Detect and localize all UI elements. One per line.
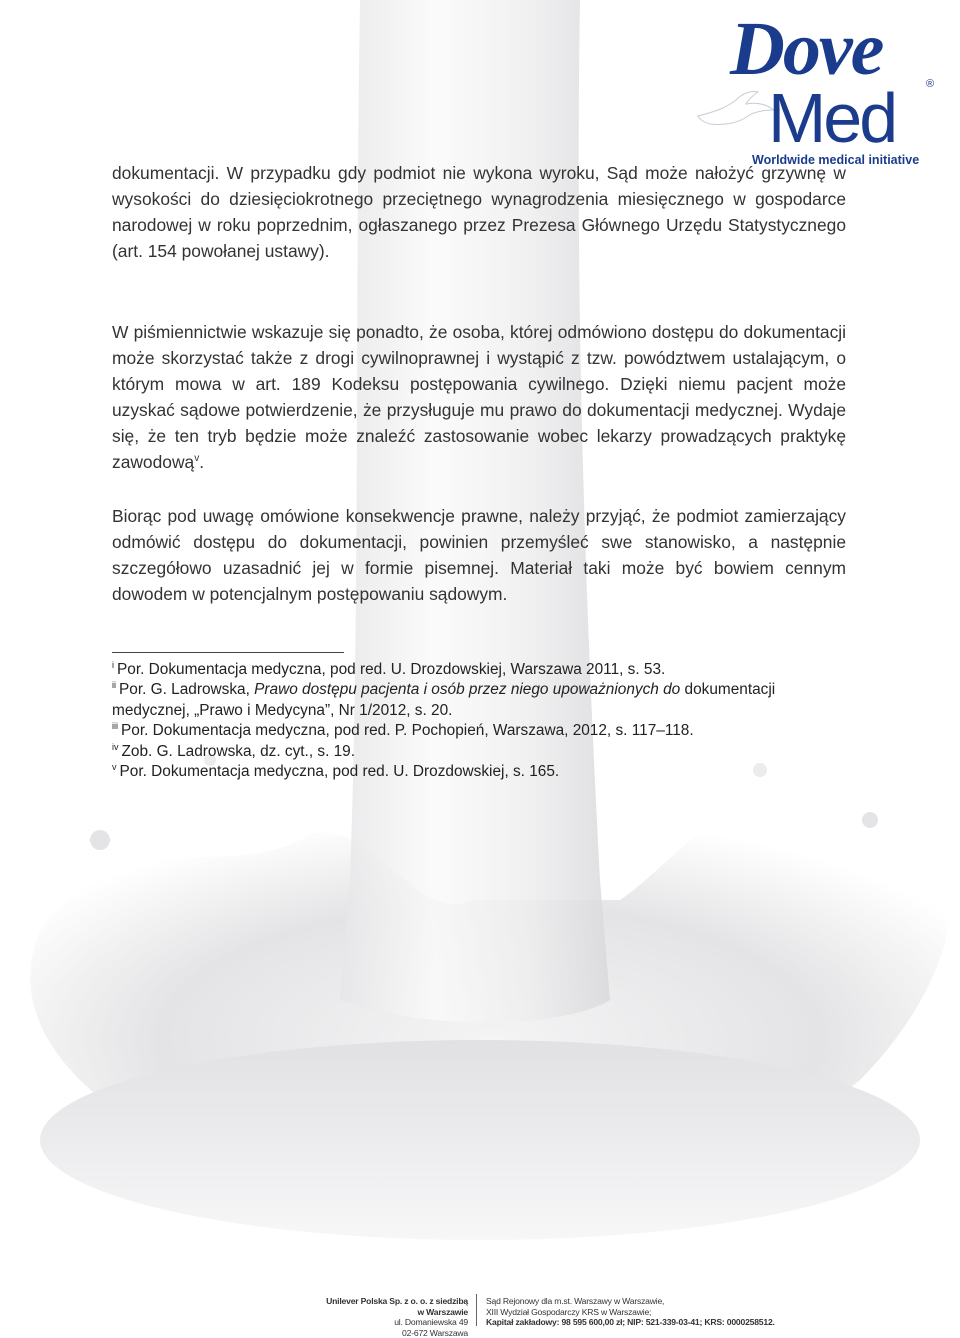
- logo-word-med: Med: [768, 78, 895, 158]
- logo-word-dove: Dove: [730, 4, 882, 94]
- paragraph-2-end: .: [199, 452, 204, 472]
- dovemed-logo: [690, 8, 952, 178]
- footnote-text: Por. Dokumentacja medyczna, pod red. U. Drozdowskiej, s. 165.: [120, 763, 560, 780]
- logo-tagline: Worldwide medical initiative: [752, 153, 919, 167]
- footnote-text: Zob. G. Ladrowska, dz. cyt., s. 19.: [122, 743, 356, 760]
- body-paragraph-2: [112, 319, 846, 475]
- footer-divider: [476, 1294, 477, 1326]
- footer-company-address: [318, 1296, 468, 1338]
- footnote-separator: [112, 652, 344, 653]
- paragraph-2-text: W piśmiennictwie wskazuje się ponadto, że osoba, której odmówiono dostępu do dokumentacji może skorzystać także z drogi cywilnoprawnej i wystąpić z tzw. powództwem ustalającym, o którym mowa w art. 189 Kodeksu postępowania cywilnego. Dzięki niemu pacjent może uzyskać sądowe potwierdzenie, że przysługuje mu prawo do dokumentacji medycznej. Wydaje się, że ten tryb będzie może znaleźć zastosowanie wobec lekarzy prowadzących praktykę zawodową: [112, 322, 846, 472]
- body-paragraph-1: dokumentacji. W przypadku gdy podmiot nie wykona wyroku, Sąd może nałożyć grzywnę w wysokości do dziesięciokrotnego przeciętnego wynagrodzenia miesięcznego w gospodarce narodowej w roku poprzednim, ogłaszanego przez Prezesa Głównego Urzędu Statystycznego (art. 154 powołanej ustawy).: [112, 160, 846, 264]
- footer-company-name: Unilever Polska Sp. z o. o. z siedzibą w Warszawie: [318, 1296, 468, 1317]
- footnote-title-italic: Prawo dostępu pacjenta i osób przez niego upoważnionych do: [254, 681, 680, 698]
- footnote-item: [112, 762, 832, 782]
- body-paragraph-3: Biorąc pod uwagę omówione konsekwencje prawne, należy przyjąć, że podmiot zamierzający odmówić dostępu do dokumentacji, powinien przemyśleć swe stanowisko, a następnie szczegółowo uzasadnić jej w formie pisemnej. Materiał taki może być bowiem cennym dowodem w potencjalnym postępowaniu sądowym.: [112, 503, 846, 607]
- footer-city: 02-672 Warszawa: [318, 1328, 468, 1338]
- footer-street: ul. Domaniewska 49: [318, 1317, 468, 1328]
- footer-registration: [486, 1296, 786, 1328]
- footnote-item: [112, 742, 832, 762]
- footnote-text: dokumentacji medycznej, „Prawo i Medycyna”, Nr 1/2012, s. 20.: [112, 681, 775, 718]
- footnote-item: [112, 660, 832, 680]
- footer-krs-dept: XIII Wydział Gospodarczy KRS w Warszawie;: [486, 1307, 786, 1318]
- footnote-mark: ii: [112, 680, 116, 690]
- footnote-ref-v[interactable]: v: [194, 453, 199, 464]
- footnote-mark: i: [112, 660, 114, 670]
- footnote-item: [112, 680, 832, 721]
- footnote-mark: v: [112, 762, 117, 772]
- footnote-mark: iv: [112, 742, 119, 752]
- footnote-mark: iii: [112, 721, 118, 731]
- footer-court: Sąd Rejonowy dla m.st. Warszawy w Warszawie,: [486, 1296, 786, 1307]
- footnote-text: Por. Dokumentacja medyczna, pod red. U. Drozdowskiej, Warszawa 2011, s. 53.: [117, 661, 665, 678]
- registered-mark: ®: [926, 78, 934, 90]
- footnotes: [112, 660, 832, 782]
- footer-capital: Kapitał zakładowy: 98 595 600,00 zł; NIP: 521-339-03-41; KRS: 0000258512.: [486, 1317, 786, 1328]
- footnote-item: [112, 721, 832, 741]
- footnote-text: Por. Dokumentacja medyczna, pod red. P. Pochopień, Warszawa, 2012, s. 117–118.: [121, 722, 694, 739]
- footnote-text: Por. G. Ladrowska,: [119, 681, 254, 698]
